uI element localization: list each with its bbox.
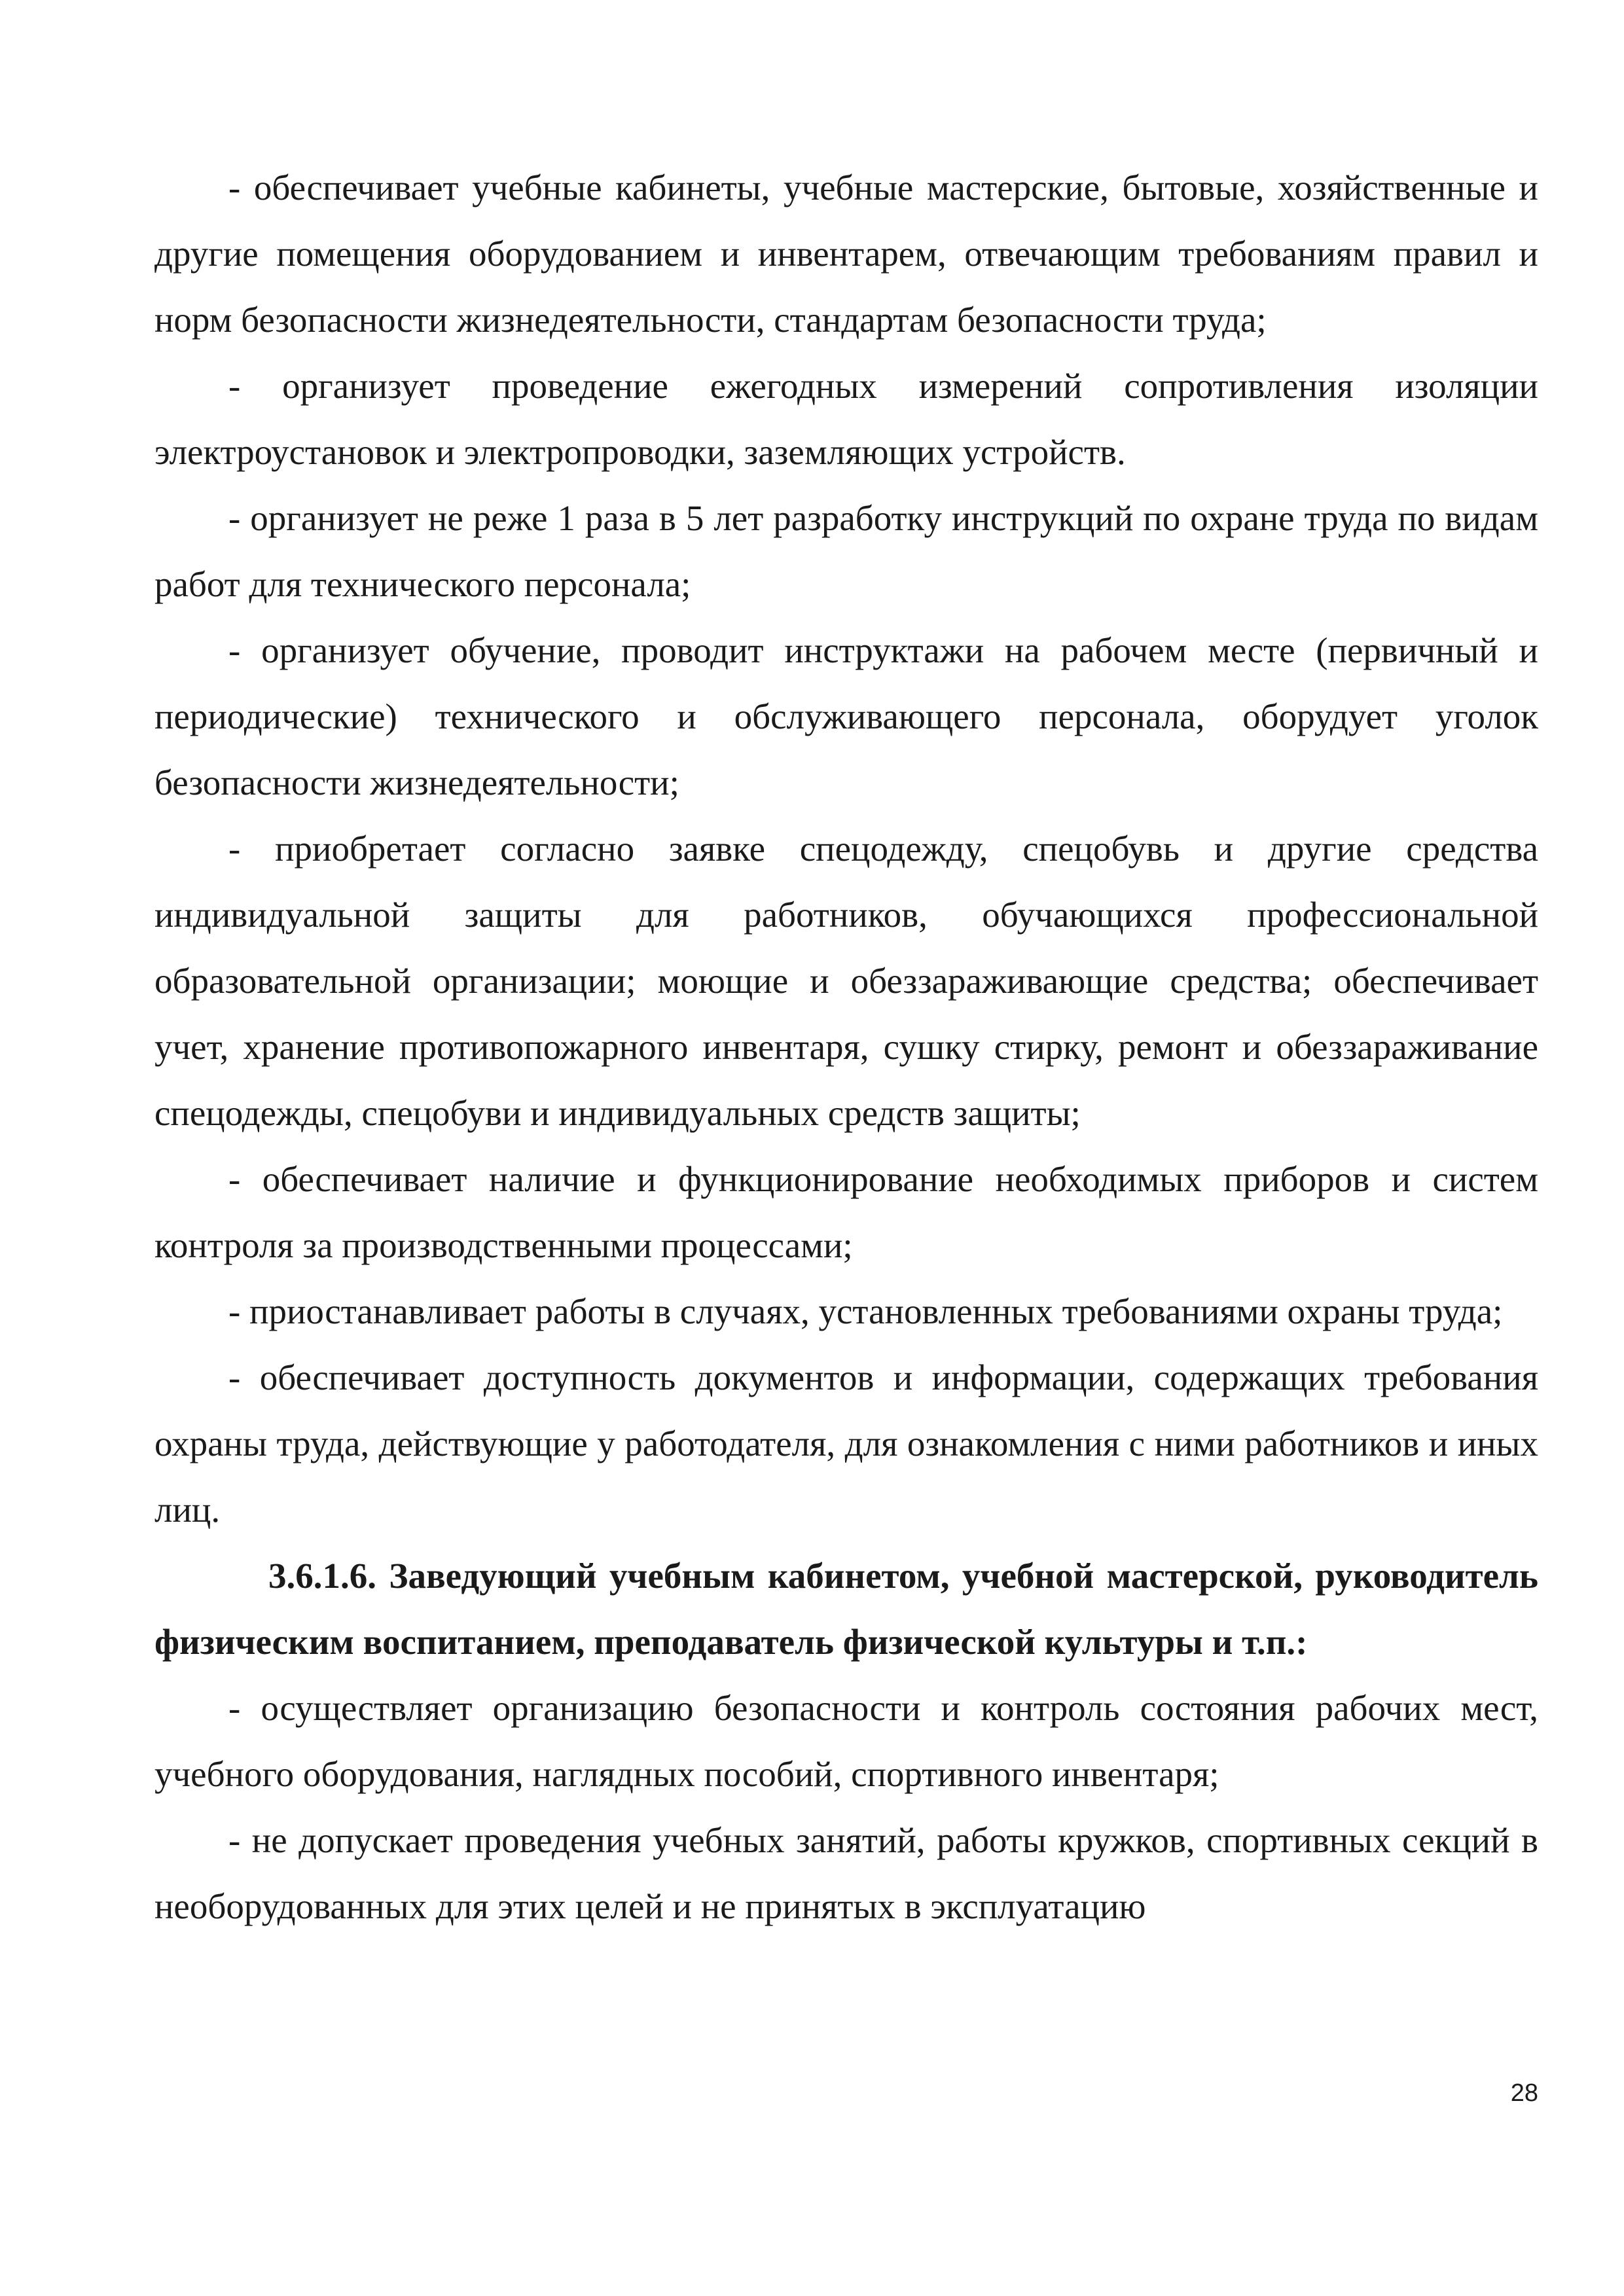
list-item-equipment: - обеспечивает учебные кабинеты, учебные мастерские, бытовые, хозяйственные и другие помещения оборудованием и инвентарем, отвечающим требованиям правил и норм безопасности жизнедеятельности, стандартам безопасности труда; (154, 168, 1538, 340)
list-item-prohibit-classes: - не допускает проведения учебных занятий, работы кружков, спортивных секций в необорудованных для этих целей и не принятых в эксплуатацию (154, 1820, 1538, 1926)
list-item-workplace-safety: - осуществляет организацию безопасности и контроль состояния рабочих мест, учебного оборудования, наглядных пособий, спортивного инвентаря; (154, 1688, 1538, 1794)
list-item-insulation-measurements: - организует проведение ежегодных измерений сопротивления изоляции электроустановок и электропроводки, заземляющих устройств. (154, 366, 1538, 472)
page-body (154, 154, 1538, 1939)
list-item-instructions-development: - организует не реже 1 раза в 5 лет разработку инструкций по охране труда по видам работ для технического персонала; (154, 498, 1538, 604)
page-number: 28 (1510, 2079, 1538, 2107)
list-item-protective-equipment: - приобретает согласно заявке спецодежду, спецобувь и другие средства индивидуальной защиты для работников, обучающихся профессиональной образовательной организации; моющие и обеззараживающие средства; обеспечивает учет, хранение противопожарного инвентаря, сушку стирку, ремонт и обеззараживание спецодежды, спецобуви и индивидуальных средств защиты; (154, 829, 1538, 1133)
list-item-control-systems: - обеспечивает наличие и функционирование необходимых приборов и систем контроля за производственными процессами; (154, 1159, 1538, 1265)
list-item-document-access: - обеспечивает доступность документов и информации, содержащих требования охраны труда, действующие у работодателя, для ознакомления с ними работников и иных лиц. (154, 1357, 1538, 1530)
list-item-suspend-work: - приостанавливает работы в случаях, установленных требованиями охраны труда; (228, 1291, 1503, 1331)
section-heading: 3.6.1.6. Заведующий учебным кабинетом, учебной мастерской, руководитель физическим воспитанием, преподаватель физической культуры и т.п.: (154, 1556, 1538, 1662)
list-item-training: - организует обучение, проводит инструктажи на рабочем месте (первичный и периодические) технического и обслуживающего персонала, оборудует уголок безопасности жизнедеятельности; (154, 630, 1538, 802)
